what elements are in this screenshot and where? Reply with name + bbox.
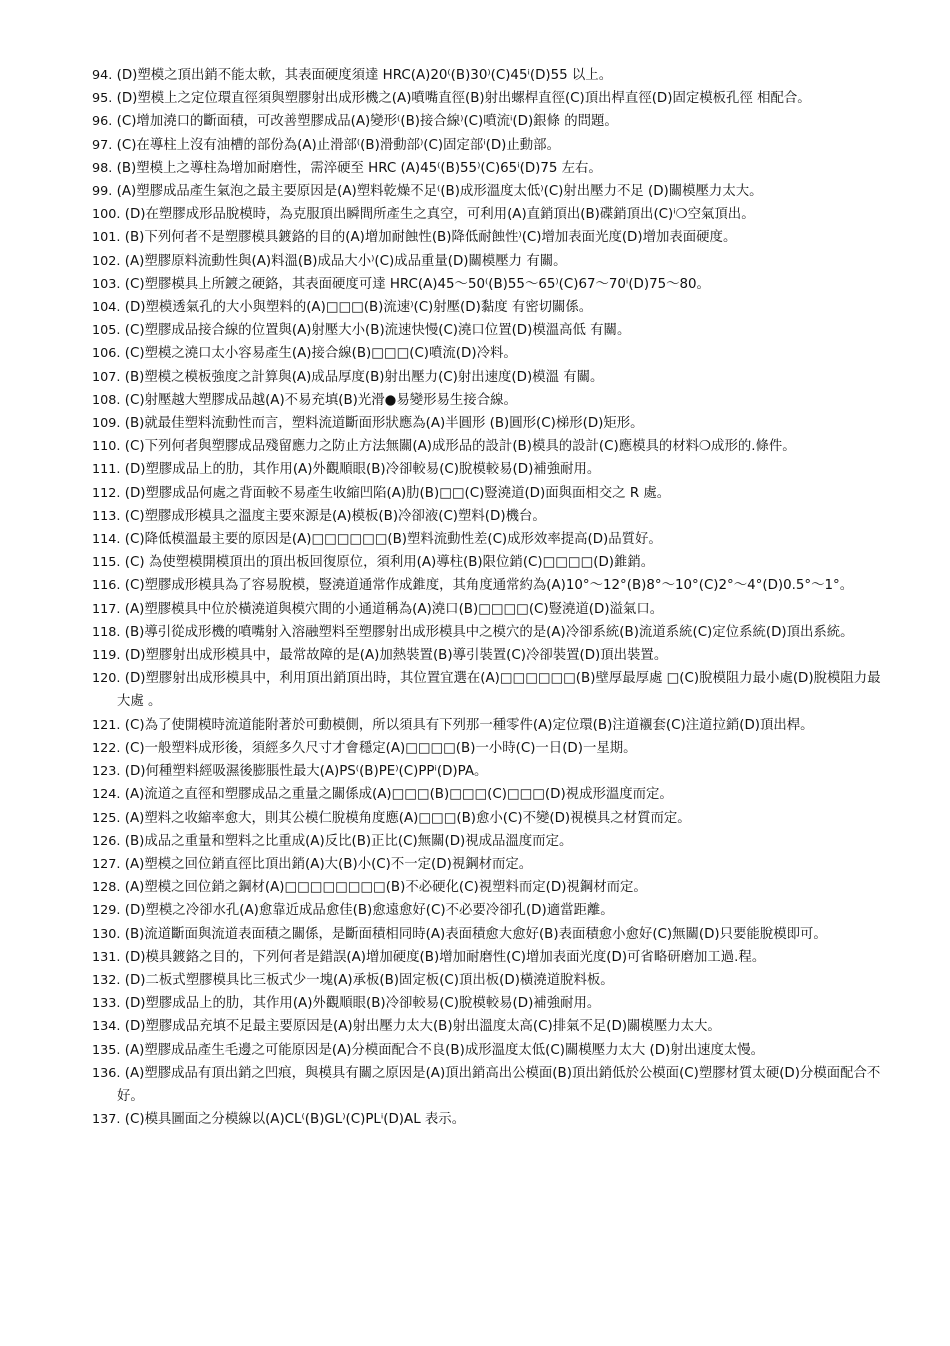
question-number: 113.: [92, 508, 121, 524]
question-text: (D)塑膠射出成形模具中，利用頂出銷頂出時，其位置宜選在(A)□□□□□□(B)壁厚最厚處 □(C)脫模阻力最小處(D)脫模阻力最大處 。: [117, 671, 881, 710]
question-item: [92, 505, 892, 528]
question-item: [92, 528, 892, 551]
question-number: 106.: [92, 346, 121, 362]
question-item: [92, 899, 892, 922]
question-number: 133.: [92, 996, 121, 1012]
question-number: 101.: [92, 230, 121, 246]
question-item: [92, 853, 892, 876]
question-number: 121.: [92, 717, 121, 733]
question-text: (B)導引從成形機的噴嘴射入溶融塑料至塑膠射出成形模具中之模穴的是(A)冷卻系統(B)流道系統(C)定位系統(D)頂出系統。: [124, 624, 854, 640]
question-item: [92, 226, 892, 249]
question-item: [92, 760, 892, 783]
question-text: (D)在塑膠成形品脫模時，為克服頂出瞬間所產生之真空，可利用(A)直銷頂出(B)碟銷頂出(C)ⁱ❍空氣頂出。: [124, 207, 755, 223]
question-number: 107.: [92, 369, 121, 385]
question-text: (C)一般塑料成形後，須經多久尺寸才會穩定(A)□□□□(B)一小時(C)一日(D)一星期。: [124, 740, 637, 756]
question-text: (C) 為使塑模開模頂出的頂出板回復原位，須利用(A)導柱(B)限位銷(C)□□□□(D)錐銷。: [124, 555, 655, 571]
question-text: (C)塑膠成形模具為了容易脫模，豎澆道通常作成錐度，其角度通常約為(A)10°～12°(B)8°～10°(C)2°～4°(D)0.5°～1°。: [124, 578, 854, 594]
question-number: 98.: [92, 160, 113, 176]
question-text: (A)塑模之回位銷之鋼材(A)□□□□□□□□(B)不必硬化(C)視塑料而定(D)視鋼材而定。: [124, 880, 647, 896]
question-item: [92, 342, 892, 365]
question-text: (B)塑模上之導柱為增加耐磨性，需淬硬至 HRC (A)45⁽(B)55⁾(C)65ⁱ(D)75 左右。: [116, 160, 602, 176]
question-text: (A)流道之直徑和塑膠成品之重量之關係成(A)□□□(B)□□□(C)□□□(D)視成形溫度而定。: [124, 787, 673, 803]
question-item: [92, 714, 892, 737]
question-item: [92, 64, 892, 87]
question-number: 110.: [92, 439, 121, 455]
question-item: [92, 110, 892, 133]
question-item: [92, 969, 892, 992]
question-item: [92, 412, 892, 435]
question-number: 127.: [92, 856, 121, 872]
question-item: [92, 946, 892, 969]
question-number: 97.: [92, 137, 113, 153]
question-number: 136.: [92, 1065, 121, 1081]
question-text: (D)塑模上之定位環直徑須與塑膠射出成形機之(A)噴嘴直徑(B)射出螺桿直徑(C)頂出桿直徑(D)固定模板孔徑 相配合。: [116, 91, 811, 107]
question-number: 112.: [92, 485, 121, 501]
question-text: (D)塑膠射出成形模具中，最常故障的是(A)加熱裝置(B)導引裝置(C)冷卻裝置(D)頂出裝置。: [124, 648, 668, 664]
question-number: 125.: [92, 810, 121, 826]
question-item: [92, 134, 892, 157]
question-text: (C)為了使開模時流道能附著於可動模側，所以須具有下列那一種零件(A)定位環(B)注道襯套(C)注道拉銷(D)頂出桿。: [124, 717, 814, 733]
question-text: (C)下列何者與塑膠成品殘留應力之防止方法無關(A)成形品的設計(B)模具的設計(C)應模具的材料❍成形的.條件。: [124, 439, 796, 455]
question-number: 116.: [92, 578, 121, 594]
question-text: (A)塑膠原料流動性與(A)料溫(B)成品大小⁾(C)成品重量(D)關模壓力 有關。: [124, 253, 567, 269]
question-text: (D)何種塑料經吸濕後膨脹性最大(A)PS⁽(B)PE⁾(C)PPⁱ(D)PA。: [124, 764, 488, 780]
question-item: [92, 644, 892, 667]
question-list: [92, 64, 892, 1131]
question-item: [92, 180, 892, 203]
question-item: [92, 273, 892, 296]
question-item: [92, 992, 892, 1015]
question-item: [92, 876, 892, 899]
question-item: [92, 830, 892, 853]
question-item: [92, 1039, 892, 1062]
question-number: 135.: [92, 1042, 121, 1058]
question-number: 111.: [92, 462, 121, 478]
question-item: [92, 435, 892, 458]
question-item: [92, 551, 892, 574]
question-text: (C)在導柱上沒有油槽的部份為(A)止滑部⁽(B)滑動部⁾(C)固定部ⁱ(D)止動部。: [116, 137, 560, 153]
question-number: 129.: [92, 903, 121, 919]
question-number: 132.: [92, 972, 121, 988]
question-number: 108.: [92, 392, 121, 408]
question-number: 117.: [92, 601, 121, 617]
question-number: 114.: [92, 532, 121, 548]
question-text: (C)塑模之澆口太小容易產生(A)接合線(B)□□□(C)噴流(D)冷料。: [124, 346, 517, 362]
question-text: (C)射壓越大塑膠成品越(A)不易充填(B)光滑●易變形易生接合線。: [124, 392, 517, 408]
question-text: (D)塑模之冷卻水孔(A)愈靠近成品愈佳(B)愈遠愈好(C)不必要冷卻孔(D)適當距離。: [124, 903, 614, 919]
question-item: [92, 319, 892, 342]
question-text: (A)塑模之回位銷直徑比頂出銷(A)大(B)小(C)不一定(D)視鋼材而定。: [124, 856, 533, 872]
question-number: 137.: [92, 1112, 121, 1128]
question-number: 126.: [92, 833, 121, 849]
question-number: 102.: [92, 253, 121, 269]
question-item: [92, 203, 892, 226]
question-number: 103.: [92, 276, 121, 292]
question-text: (D)塑膠成品上的肋，其作用(A)外觀順眼(B)冷卻較易(C)脫模較易(D)補強耐用。: [124, 462, 601, 478]
question-item: [92, 458, 892, 481]
question-text: (B)下列何者不是塑膠模具鍍鉻的目的(A)增加耐蝕性(B)降低耐蝕性⁾(C)增加表面光度(D)增加表面硬度。: [124, 230, 737, 246]
question-number: 100.: [92, 207, 121, 223]
question-item: [92, 1108, 892, 1131]
question-text: (A)塑膠成品有頂出銷之凹痕，與模具有關之原因是(A)頂出銷高出公模面(B)頂出銷低於公模面(C)塑膠材質太硬(D)分模面配合不好。: [117, 1065, 881, 1104]
question-text: (B)成品之重量和塑料之比重成(A)反比(B)正比(C)無關(D)視成品溫度而定。: [124, 833, 573, 849]
question-item: [92, 923, 892, 946]
question-item: [92, 667, 892, 713]
question-text: (C)塑膠模具上所鍍之硬鉻，其表面硬度可達 HRC(A)45～50⁽(B)55～65⁾(C)67～70ⁱ(D)75～80。: [124, 276, 710, 292]
question-item: [92, 296, 892, 319]
question-item: [92, 1015, 892, 1038]
question-item: [92, 366, 892, 389]
question-item: [92, 783, 892, 806]
question-number: 134.: [92, 1019, 121, 1035]
question-text: (D)塑膠成品上的肋，其作用(A)外觀順眼(B)冷卻較易(C)脫模較易(D)補強耐用。: [124, 996, 601, 1012]
question-item: [92, 574, 892, 597]
question-number: 131.: [92, 949, 121, 965]
question-number: 128.: [92, 880, 121, 896]
question-text: (A)塑膠成品產生毛邊之可能原因是(A)分模面配合不良(B)成形溫度太低(C)關模壓力太大 (D)射出速度太慢。: [124, 1042, 765, 1058]
question-item: [92, 807, 892, 830]
question-item: [92, 250, 892, 273]
question-number: 130.: [92, 926, 121, 942]
question-text: (A)塑料之收縮率愈大，則其公模仁脫模角度應(A)□□□(B)愈小(C)不變(D)視模具之材質而定。: [124, 810, 691, 826]
question-text: (A)塑膠成品產生氣泡之最主要原因是(A)塑料乾燥不足⁽(B)成形溫度太低⁾(C)射出壓力不足 (D)關模壓力太大。: [116, 184, 763, 200]
question-number: 118.: [92, 624, 121, 640]
question-text: (C)塑膠成品接合線的位置與(A)射壓大小(B)流速快慢(C)澆口位置(D)模溫高低 有關。: [124, 323, 631, 339]
question-item: [92, 482, 892, 505]
question-text: (D)塑膠成品充填不足最主要原因是(A)射出壓力太大(B)射出溫度太高(C)排氣不足(D)關模壓力太大。: [124, 1019, 721, 1035]
question-number: 104.: [92, 300, 121, 316]
question-number: 123.: [92, 764, 121, 780]
question-item: [92, 598, 892, 621]
question-item: [92, 1062, 892, 1108]
question-text: (C)塑膠成形模具之溫度主要來源是(A)模板(B)冷卻液(C)塑料(D)機台。: [124, 508, 546, 524]
question-text: (C)模具圖面之分模線以(A)CL⁽(B)GL⁾(C)PLⁱ(D)AL 表示。: [124, 1112, 466, 1128]
question-item: [92, 157, 892, 180]
question-number: 124.: [92, 787, 121, 803]
question-text: (C)增加澆口的斷面積，可改善塑膠成品(A)變形⁽(B)接合線⁾(C)噴流ⁱ(D)銀條 的問題。: [116, 114, 618, 130]
question-text: (D)模具鍍鉻之目的，下列何者是錯誤(A)增加硬度(B)增加耐磨性(C)增加表面光度(D)可省略研磨加工過.程。: [124, 949, 766, 965]
question-item: [92, 389, 892, 412]
question-text: (A)塑膠模具中位於橫澆道與模穴間的小通道稱為(A)澆口(B)□□□□(C)豎澆道(D)溢氣口。: [124, 601, 664, 617]
question-text: (B)就最佳塑料流動性而言，塑料流道斷面形狀應為(A)半圓形 (B)圓形(C)梯形(D)矩形。: [124, 416, 644, 432]
question-text: (D)塑模透氣孔的大小與塑料的(A)□□□(B)流速⁾(C)射壓(D)黏度 有密切關係。: [124, 300, 593, 316]
question-number: 99.: [92, 184, 113, 200]
question-number: 94.: [92, 68, 113, 83]
question-item: [92, 621, 892, 644]
question-text: (D)二板式塑膠模具比三板式少一塊(A)承板(B)固定板(C)頂出板(D)橫澆道脫料板。: [124, 972, 614, 988]
question-number: 119.: [92, 648, 121, 664]
question-number: 96.: [92, 114, 113, 130]
question-text: (D)塑膠成品何處之背面較不易產生收縮凹陷(A)肋(B)□□(C)豎澆道(D)面與面相交之 R 處。: [124, 485, 671, 501]
question-number: 115.: [92, 555, 121, 571]
question-item: [92, 737, 892, 760]
question-text: (B)流道斷面與流道表面積之關係，是斷面積相同時(A)表面積愈大愈好(B)表面積愈小愈好(C)無關(D)只要能脫模即可。: [124, 926, 827, 942]
question-number: 105.: [92, 323, 121, 339]
question-number: 120.: [92, 671, 121, 687]
question-text: (B)塑模之模板強度之計算與(A)成品厚度(B)射出壓力(C)射出速度(D)模溫 有關。: [124, 369, 604, 385]
question-text: (C)降低模溫最主要的原因是(A)□□□□□□(B)塑料流動性差(C)成形效率提高(D)品質好。: [124, 532, 662, 548]
question-text: (D)塑模之頂出銷不能太軟，其表面硬度須達 HRC(A)20⁽(B)30⁾(C)45ⁱ(D)55 以上。: [116, 68, 613, 83]
question-item: [92, 87, 892, 110]
question-number: 95.: [92, 91, 113, 107]
question-number: 109.: [92, 416, 121, 432]
question-number: 122.: [92, 740, 121, 756]
